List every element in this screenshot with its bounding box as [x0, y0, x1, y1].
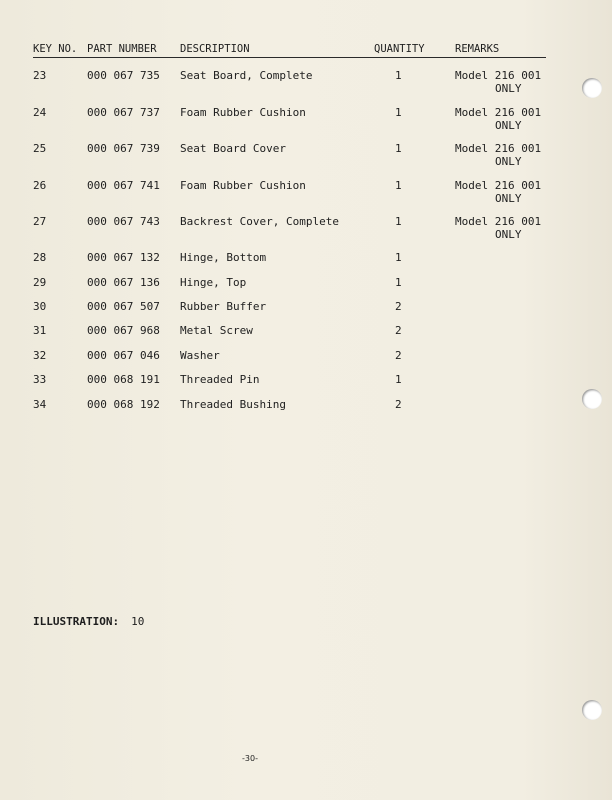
header-key-no: KEY NO.: [33, 43, 78, 55]
remark-line-1: Model 216 001: [455, 142, 542, 155]
quantity: 1: [395, 251, 402, 264]
page-number: -30-: [242, 754, 258, 763]
quantity: 2: [395, 324, 402, 337]
header-quantity: QUANTITY: [374, 43, 425, 55]
part-number: 000 068 192: [87, 398, 160, 411]
key-number: 31: [33, 324, 47, 337]
key-number: 34: [33, 398, 47, 411]
quantity: 1: [395, 106, 402, 119]
quantity: 2: [395, 398, 402, 411]
quantity: 1: [395, 215, 402, 228]
key-number: 27: [33, 215, 47, 228]
part-number: 000 067 739: [87, 142, 160, 155]
key-number: 33: [33, 373, 47, 386]
illustration-label: ILLUSTRATION:: [33, 615, 120, 628]
description: Seat Board Cover: [180, 142, 286, 155]
description: Seat Board, Complete: [180, 69, 313, 82]
key-number: 25: [33, 142, 47, 155]
quantity: 2: [395, 349, 402, 362]
quantity: 1: [395, 179, 402, 192]
key-number: 23: [33, 69, 47, 82]
part-number: 000 067 507: [87, 300, 160, 313]
part-number: 000 067 132: [87, 251, 160, 264]
description: Foam Rubber Cushion: [180, 106, 306, 119]
key-number: 29: [33, 276, 47, 289]
remark-line-1: Model 216 001: [455, 179, 542, 192]
description: Washer: [180, 349, 220, 362]
part-number: 000 067 136: [87, 276, 160, 289]
key-number: 30: [33, 300, 47, 313]
description: Foam Rubber Cushion: [180, 179, 306, 192]
binder-hole-middle: [582, 389, 602, 409]
part-number: 000 067 743: [87, 215, 160, 228]
header-part-number: PART NUMBER: [87, 43, 157, 55]
part-number: 000 067 741: [87, 179, 160, 192]
part-number: 000 067 735: [87, 69, 160, 82]
key-number: 28: [33, 251, 47, 264]
remark-line-2: ONLY: [495, 119, 522, 132]
description: Backrest Cover, Complete: [180, 215, 339, 228]
remark-line-2: ONLY: [495, 228, 522, 241]
remark-line-1: Model 216 001: [455, 69, 542, 82]
key-number: 32: [33, 349, 47, 362]
binder-hole-top: [582, 78, 602, 98]
quantity: 1: [395, 142, 402, 155]
header-description: DESCRIPTION: [180, 43, 250, 55]
quantity: 1: [395, 276, 402, 289]
description: Threaded Bushing: [180, 398, 286, 411]
quantity: 1: [395, 69, 402, 82]
illustration-reference: [33, 615, 144, 628]
key-number: 24: [33, 106, 47, 119]
description: Hinge, Bottom: [180, 251, 267, 264]
description: Rubber Buffer: [180, 300, 267, 313]
part-number: 000 067 968: [87, 324, 160, 337]
key-number: 26: [33, 179, 47, 192]
remark-line-2: ONLY: [495, 192, 522, 205]
part-number: 000 068 191: [87, 373, 160, 386]
header-remarks: REMARKS: [455, 43, 500, 55]
remark-line-2: ONLY: [495, 82, 522, 95]
remark-line-2: ONLY: [495, 155, 522, 168]
description: Hinge, Top: [180, 276, 247, 289]
binder-hole-bottom: [582, 700, 602, 720]
quantity: 2: [395, 300, 402, 313]
quantity: 1: [395, 373, 402, 386]
description: Metal Screw: [180, 324, 253, 337]
remark-line-1: Model 216 001: [455, 106, 542, 119]
header-rule: [33, 57, 546, 58]
description: Threaded Pin: [180, 373, 260, 386]
remark-line-1: Model 216 001: [455, 215, 542, 228]
illustration-number: 10: [131, 615, 145, 628]
part-number: 000 067 046: [87, 349, 160, 362]
part-number: 000 067 737: [87, 106, 160, 119]
